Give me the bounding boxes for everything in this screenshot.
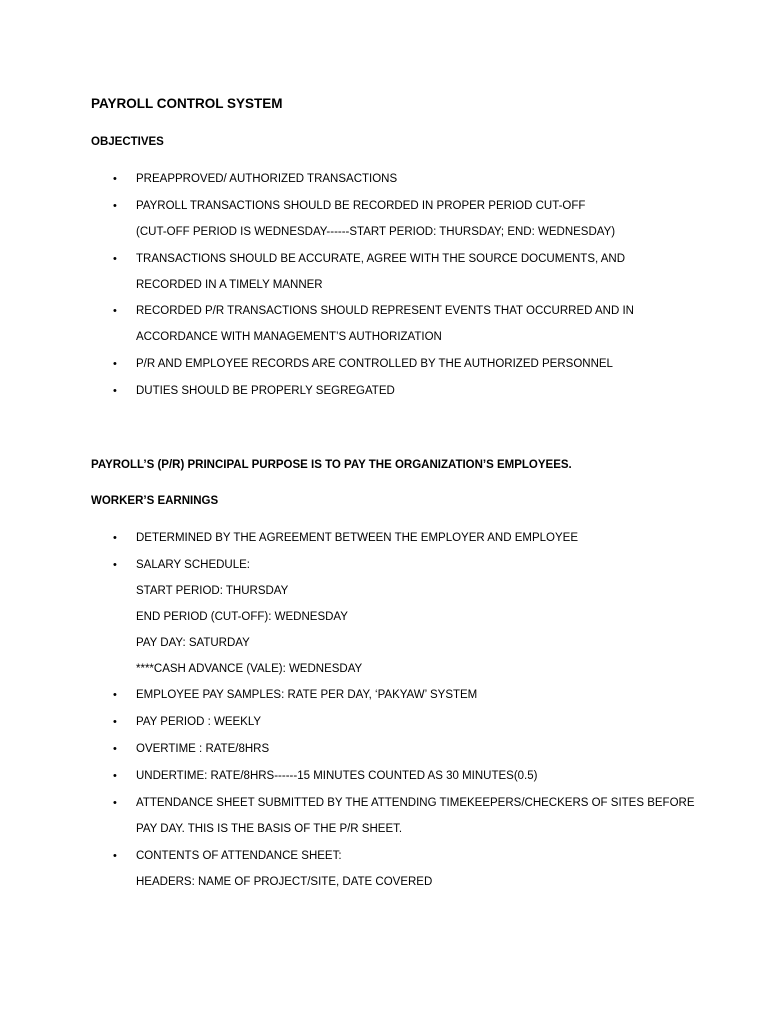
earnings-line: ****CASH ADVANCE (VALE): WEDNESDAY [136,663,363,675]
bullet-icon: • [113,385,117,397]
bullet-icon: • [113,770,117,782]
earnings-line: CONTENTS OF ATTENDANCE SHEET: [136,850,342,862]
earnings-line: START PERIOD: THURSDAY [136,585,289,597]
objective-line: TRANSACTIONS SHOULD BE ACCURATE, AGREE WITH THE SOURCE DOCUMENTS, AND [136,253,626,265]
earnings-line: OVERTIME : RATE/8HRS [136,743,270,755]
earnings-line: UNDERTIME: RATE/8HRS------15 MINUTES COUNTED AS 30 MINUTES(0.5) [136,770,538,782]
document-title: PAYROLL CONTROL SYSTEM [91,96,283,111]
objective-line: PREAPPROVED/ AUTHORIZED TRANSACTIONS [136,173,398,185]
earnings-heading: WORKER’S EARNINGS [91,495,219,507]
earnings-line: PAY DAY: SATURDAY [136,637,250,649]
earnings-line: PAY PERIOD : WEEKLY [136,716,262,728]
bullet-icon: • [113,850,117,862]
earnings-line: END PERIOD (CUT-OFF): WEDNESDAY [136,611,348,623]
bullet-icon: • [113,305,117,317]
bullet-icon: • [113,559,117,571]
bullet-icon: • [113,253,117,265]
bullet-icon: • [113,173,117,185]
earnings-line: SALARY SCHEDULE: [136,559,250,571]
bullet-icon: • [113,797,117,809]
purpose-statement: PAYROLL’S (P/R) PRINCIPAL PURPOSE IS TO PAY THE ORGANIZATION’S EMPLOYEES. [91,459,572,471]
objective-line: RECORDED IN A TIMELY MANNER [136,279,323,291]
bullet-icon: • [113,743,117,755]
objective-line: P/R AND EMPLOYEE RECORDS ARE CONTROLLED BY THE AUTHORIZED PERSONNEL [136,358,613,370]
objective-line: DUTIES SHOULD BE PROPERLY SEGREGATED [136,385,395,397]
bullet-icon: • [113,689,117,701]
earnings-line: ATTENDANCE SHEET SUBMITTED BY THE ATTENDING TIMEKEEPERS/CHECKERS OF SITES BEFORE [136,797,695,809]
earnings-line: EMPLOYEE PAY SAMPLES: RATE PER DAY, ‘PAKYAW’ SYSTEM [136,689,478,701]
bullet-icon: • [113,716,117,728]
objective-line: ACCORDANCE WITH MANAGEMENT’S AUTHORIZATION [136,331,442,343]
objective-line: RECORDED P/R TRANSACTIONS SHOULD REPRESENT EVENTS THAT OCCURRED AND IN [136,305,634,317]
objectives-heading: OBJECTIVES [91,136,164,148]
earnings-line: HEADERS: NAME OF PROJECT/SITE, DATE COVERED [136,876,433,888]
bullet-icon: • [113,358,117,370]
bullet-icon: • [113,532,117,544]
earnings-line: PAY DAY. THIS IS THE BASIS OF THE P/R SHEET. [136,823,403,835]
earnings-line: DETERMINED BY THE AGREEMENT BETWEEN THE EMPLOYER AND EMPLOYEE [136,532,578,544]
objective-line: (CUT-OFF PERIOD IS WEDNESDAY------START PERIOD: THURSDAY; END: WEDNESDAY) [136,226,616,238]
objective-line: PAYROLL TRANSACTIONS SHOULD BE RECORDED IN PROPER PERIOD CUT-OFF [136,200,586,212]
bullet-icon: • [113,200,117,212]
